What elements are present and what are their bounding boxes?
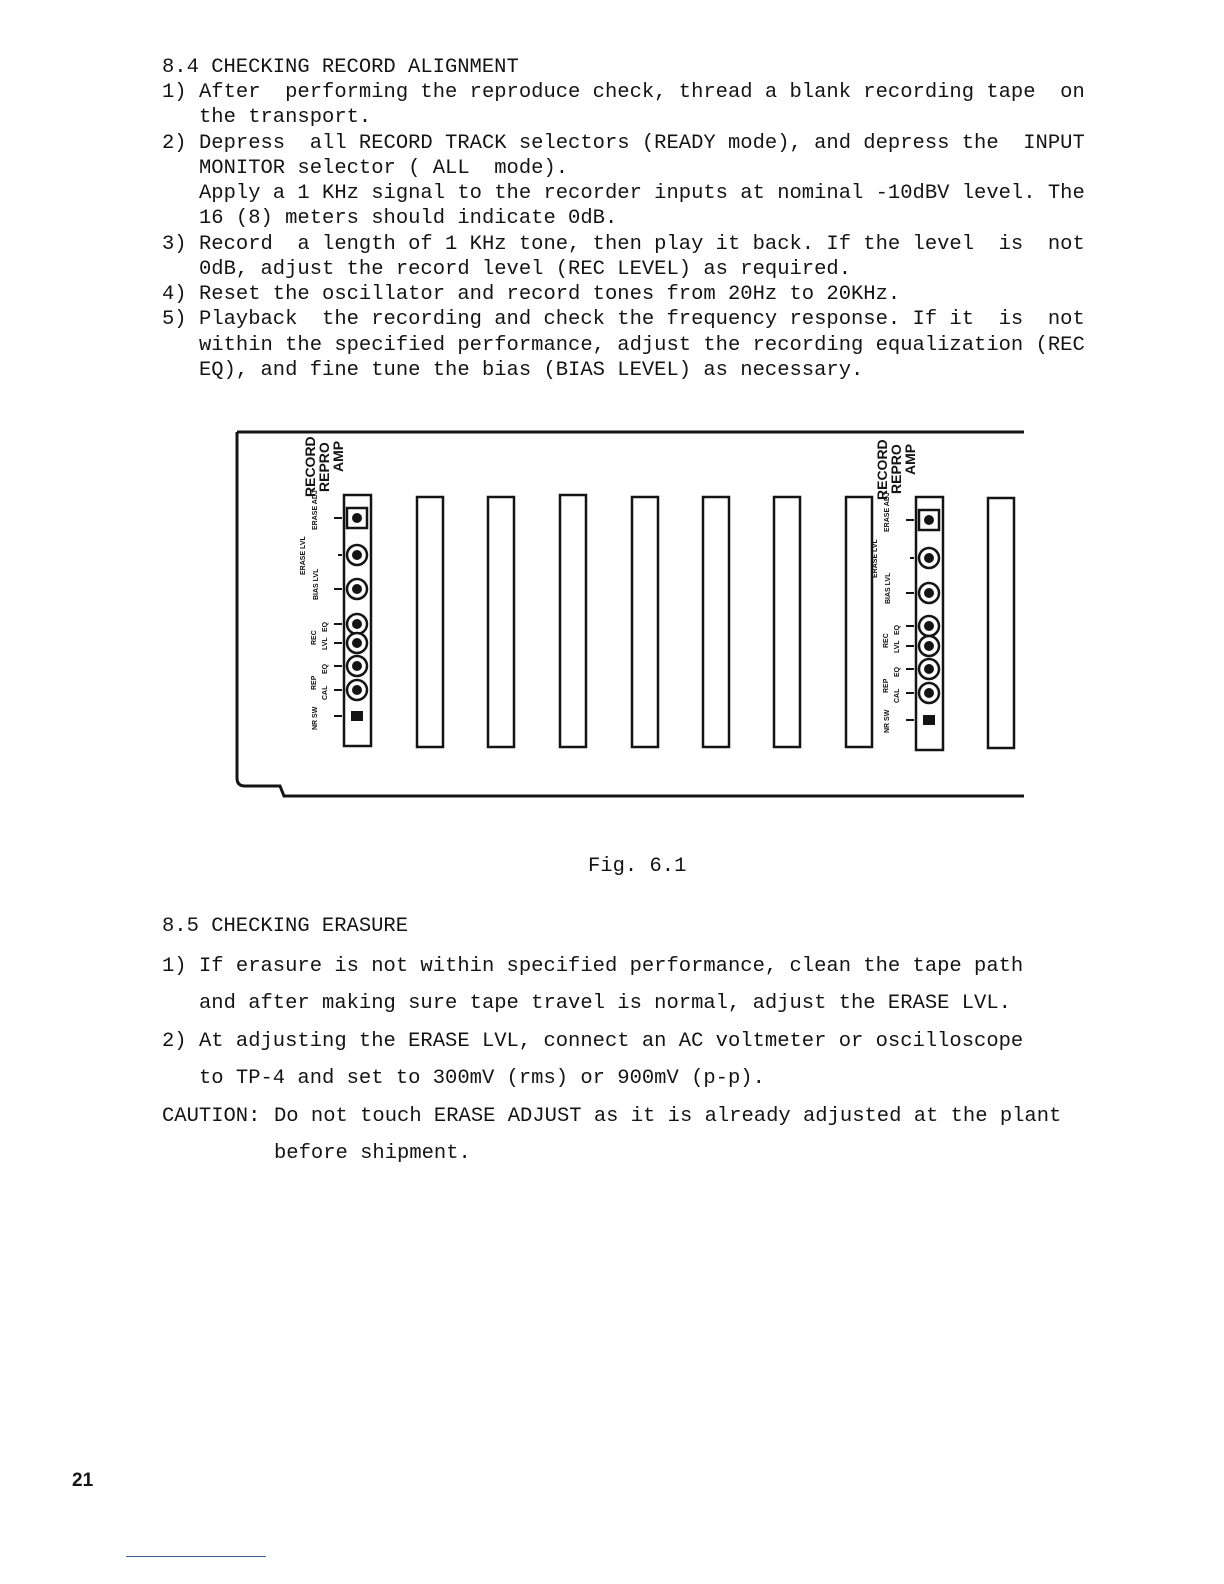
item-text: the transport. [199,106,372,129]
knob-rec-eq [347,614,367,634]
label-rec-lvl: LVL [322,637,329,650]
item-number: 4) [162,283,187,306]
label-erase-lvl: ERASE LVL [300,536,307,575]
item-text: 16 (8) meters should indicate 0dB. [199,207,618,230]
item-text: within the specified performance, adjust the recording equalization (REC [199,334,1085,357]
label-rec-lvl: LVL [894,640,901,653]
label-rec-eq: EQ [894,624,901,635]
knob-bias-lvl [347,579,367,599]
label-erase-lvl: ERASE LVL [872,539,879,578]
knob-erase-adj [347,508,367,528]
label-rep-eq: EQ [322,663,329,674]
item-text: At adjusting the ERASE LVL, connect an AC voltmeter or oscilloscope [199,1030,1024,1053]
section-heading: 8.4 CHECKING RECORD ALIGNMENT [162,56,519,79]
card-slot [988,498,1014,748]
board-title-repro: REPRO [316,442,332,492]
item-text: After performing the reproduce check, thread a blank recording tape on [199,81,1085,104]
label-rep-eq: EQ [894,666,901,677]
card-slot [774,497,800,747]
label-erase-adj: ERASE ADJ [884,492,891,532]
card-slot [846,497,872,747]
card-slot [632,497,658,747]
label-bias-lvl: BIAS LVL [885,572,892,604]
knob-rep-cal [347,680,367,700]
caution-text: before shipment. [274,1142,471,1165]
board-title-record: RECORD [302,436,318,497]
item-text: EQ), and fine tune the bias (BIAS LEVEL) as necessary. [199,359,864,382]
knob-rep-cal [919,683,939,703]
page-number: 21 [72,1470,94,1491]
item-number: 3) [162,233,187,256]
label-erase-adj: ERASE ADJ [312,490,319,530]
item-number: 5) [162,308,187,331]
nr-switch [351,711,363,721]
label-nr-sw: NR SW [312,706,319,730]
label-rep-cal: CAL [322,685,329,700]
item-number: 1) [162,955,187,978]
label-rep: REP [311,675,318,690]
board-title-amp: AMP [902,443,918,475]
label-ticks [906,520,914,720]
item-text: If erasure is not within specified performance, clean the tape path [199,955,1024,978]
knob-rec-lvl [919,636,939,656]
board-title-amp: AMP [330,440,346,472]
knob-erase-lvl [919,548,939,568]
label-rep-cal: CAL [894,688,901,703]
label-rec: REC [883,633,890,648]
item-text: to TP-4 and set to 300mV (rms) or 900mV (p-p). [199,1067,765,1090]
caution-label: CAUTION: [162,1105,261,1128]
card-slot [703,497,729,747]
caution-text: Do not touch ERASE ADJUST as it is already adjusted at the plant [274,1105,1062,1128]
knob-bias-lvl [919,583,939,603]
item-number: 2) [162,1030,187,1053]
footer-rule [126,1556,266,1557]
board-title-record: RECORD [874,439,890,500]
label-ticks [334,518,342,716]
item-text: 0dB, adjust the record level (REC LEVEL) as required. [199,258,852,281]
figure-caption: Fig. 6.1 [588,855,687,878]
item-text: Apply a 1 KHz signal to the recorder inputs at nominal -10dBV level. The [199,182,1085,205]
knob-rep-eq [347,656,367,676]
card-slot [488,497,514,747]
item-text: and after making sure tape travel is normal, adjust the ERASE LVL. [199,992,1011,1015]
knob-rec-eq [919,616,939,636]
item-text: MONITOR selector ( ALL mode). [199,157,569,180]
card-slot [560,495,586,747]
item-text: Reset the oscillator and record tones from 20Hz to 20KHz. [199,283,901,306]
knob-erase-lvl [347,545,367,565]
item-number: 2) [162,132,187,155]
card-slot [417,497,443,747]
board-title-repro: REPRO [888,444,904,494]
knob-erase-adj [919,510,939,530]
item-number: 1) [162,81,187,104]
knob-rec-lvl [347,633,367,653]
section-heading: 8.5 CHECKING ERASURE [162,915,409,938]
label-rec-eq: EQ [322,621,329,632]
label-rec: REC [311,630,318,645]
label-rep: REP [883,678,890,693]
item-text: Record a length of 1 KHz tone, then play it back. If the level is not [199,233,1085,256]
label-bias-lvl: BIAS LVL [313,568,320,600]
label-nr-sw: NR SW [884,709,891,733]
item-text: Depress all RECORD TRACK selectors (READY mode), and depress the INPUT [199,132,1085,155]
nr-switch [923,715,935,725]
item-text: Playback the recording and check the frequency response. If it is not [199,308,1085,331]
knob-rep-eq [919,659,939,679]
